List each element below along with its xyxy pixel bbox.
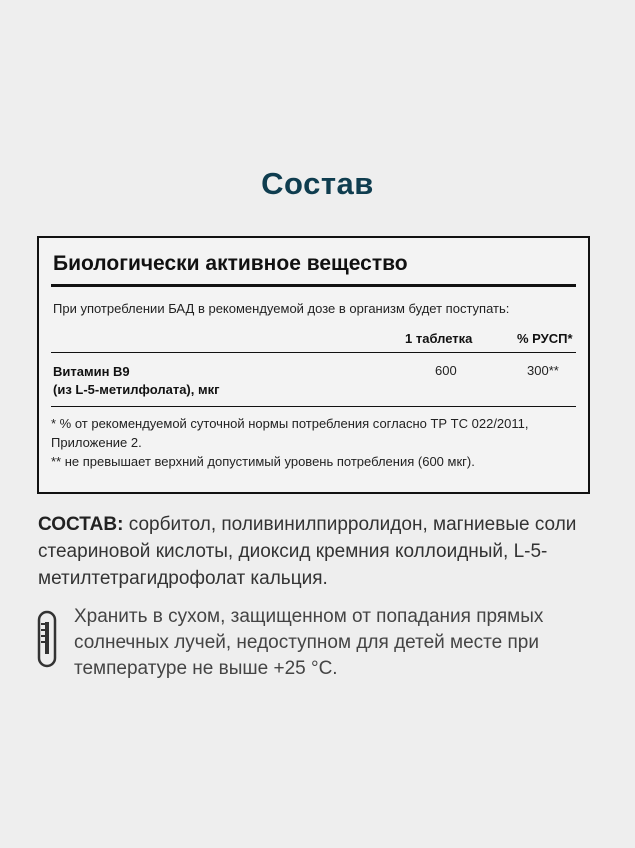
divider bbox=[51, 406, 576, 407]
table-row bbox=[53, 363, 220, 399]
footnote-2: ** не превышает верхний допустимый уровень потребления (600 мкг). bbox=[51, 454, 475, 469]
footnotes bbox=[51, 414, 571, 471]
thermometer-icon bbox=[36, 610, 58, 668]
composition-text bbox=[38, 511, 598, 592]
nutrient-percent: 300** bbox=[527, 363, 559, 378]
composition-label: СОСТАВ: bbox=[38, 514, 124, 535]
composition-body: сорбитол, поливинилпирролидон, магниевые соли стеариновой кислоты, диоксид кремния коллоидный, L-5-метилтетрагидрофолат кальция. bbox=[38, 514, 577, 589]
divider bbox=[51, 352, 576, 353]
panel-title: Биологически активное вещество bbox=[53, 252, 408, 275]
column-header-dose: 1 таблетка bbox=[405, 331, 473, 346]
footnote-1: * % от рекомендуемой суточной нормы потребления согласно ТР ТС 022/2011, Приложение 2. bbox=[51, 416, 529, 450]
page-title: Состав bbox=[261, 166, 374, 201]
nutrient-name: Витамин В9 bbox=[53, 364, 130, 379]
nutrient-source: (из L-5-метилфолата), мкг bbox=[53, 382, 220, 397]
column-header-percent: % РУСП* bbox=[517, 331, 573, 346]
divider bbox=[51, 284, 576, 287]
nutrient-dose: 600 bbox=[435, 363, 457, 378]
panel-intro: При употреблении БАД в рекомендуемой дозе в организм будет поступать: bbox=[53, 301, 510, 316]
nutrition-panel bbox=[37, 236, 590, 494]
storage-text: Хранить в сухом, защищенном от попадания прямых солнечных лучей, недоступном для детей месте при температуре не выше +25 °C. bbox=[74, 606, 544, 679]
